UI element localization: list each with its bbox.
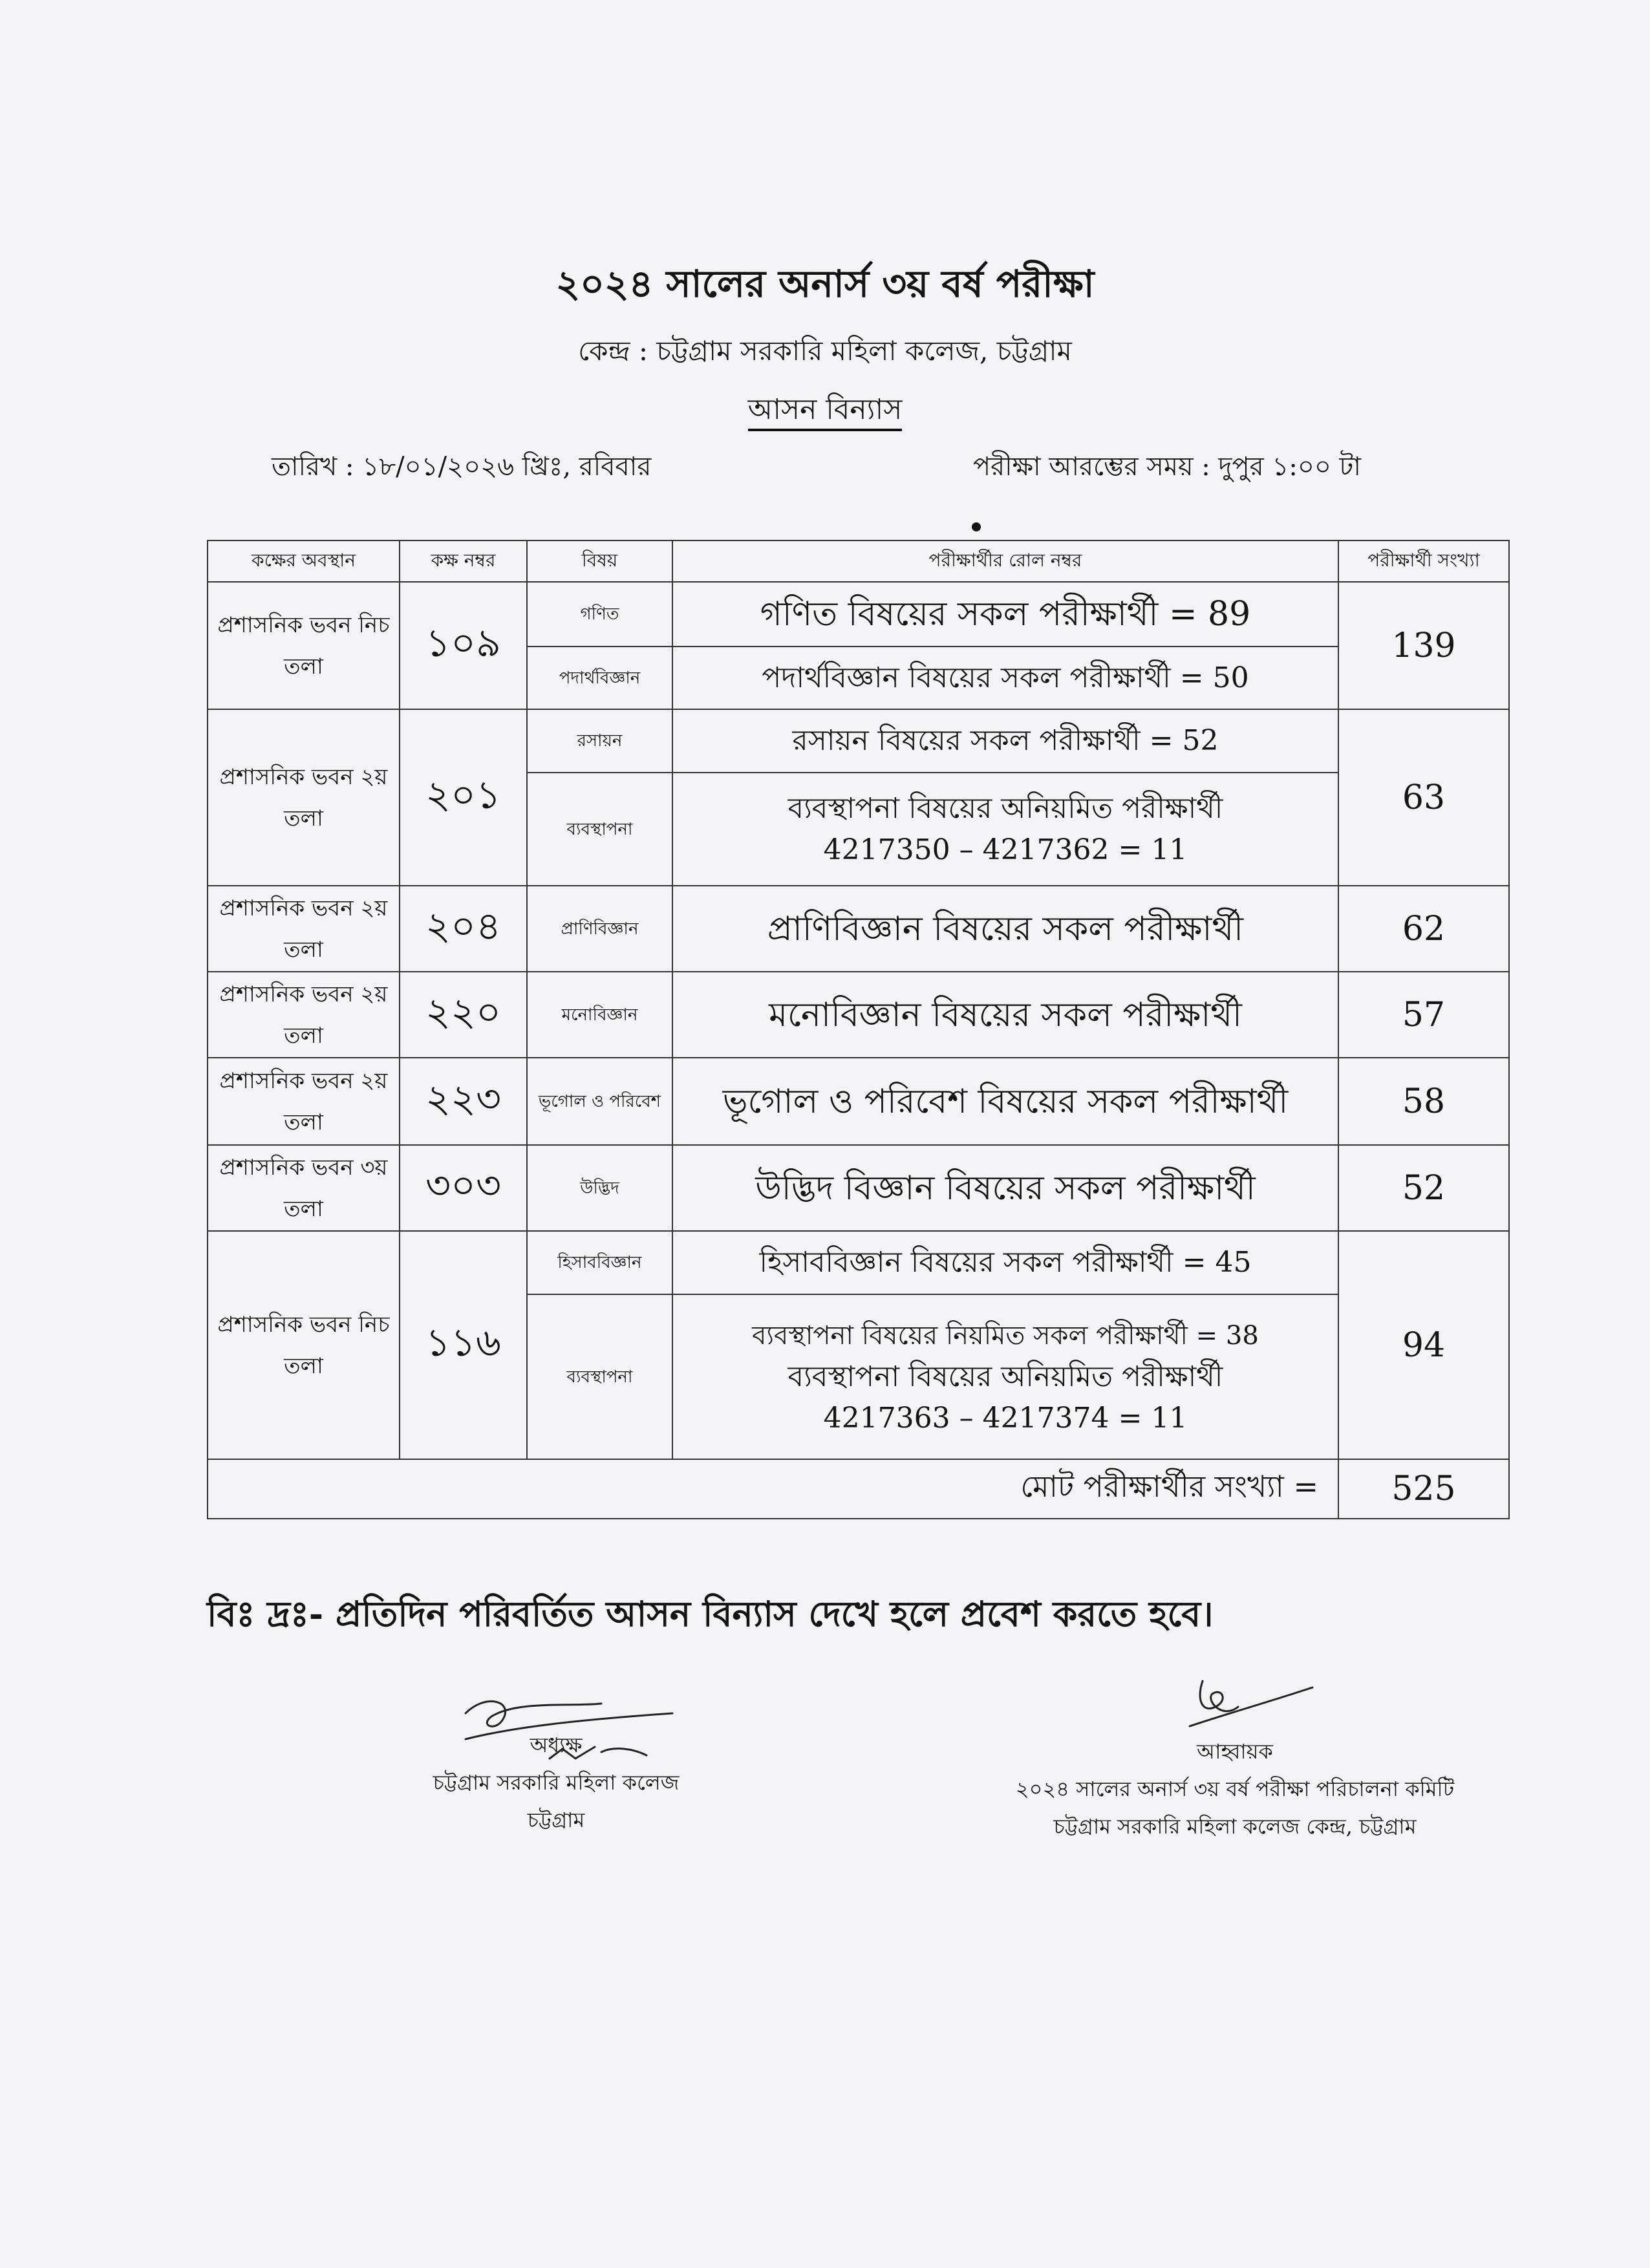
col-header-count: পরীক্ষার্থী সংখ্যা [1338,540,1509,582]
location-cell: প্রশাসনিক ভবন ২য় তলা [208,709,400,886]
seat-plan-heading [0,388,1650,435]
col-header-location: কক্ষের অবস্থান [208,540,400,582]
subject-cell: ব্যবস্থাপনা [527,773,672,886]
principal-sign-block [362,1726,750,1839]
location-cell: প্রশাসনিক ভবন নিচ তলা [208,1231,400,1459]
subject-cell: মনোবিজ্ঞান [527,972,672,1058]
count-cell: 62 [1338,886,1509,972]
table-row [208,1058,1509,1145]
room-cell: ১০৯ [400,582,527,709]
table-row [208,972,1509,1058]
room-cell: ৩০৩ [400,1145,527,1231]
location-cell: প্রশাসনিক ভবন নিচ তলা [208,582,400,709]
bullet-mark [972,522,981,531]
total-count: 525 [1338,1459,1509,1519]
subject-cell: হিসাববিজ্ঞান [527,1231,672,1294]
location-cell: প্রশাসনিক ভবন ২য় তলা [208,886,400,972]
location-cell: প্রশাসনিক ভবন ২য় তলা [208,1058,400,1145]
roll-cell: উদ্ভিদ বিজ্ঞান বিষয়ের সকল পরীক্ষার্থী [672,1145,1338,1231]
roll-cell: গণিত বিষয়ের সকল পরীক্ষার্থী = 89 [672,582,1338,647]
subject-cell: প্রাণিবিজ্ঞান [527,886,672,972]
exam-center: কেন্দ্র : চট্টগ্রাম সরকারি মহিলা কলেজ, চট্টগ্রাম [578,335,1072,367]
total-label: মোট পরীক্ষার্থীর সংখ্যা = [208,1459,1338,1519]
roll-line: ব্যবস্থাপনা বিষয়ের অনিয়মিত পরীক্ষার্থী [788,791,1223,825]
convener-center: চট্টগ্রাম সরকারি মহিলা কলেজ কেন্দ্র, চট্টগ্রাম [1053,1814,1417,1839]
roll-line: ব্যবস্থাপনা বিষয়ের নিয়মিত সকল পরীক্ষার্থী = 38 [752,1320,1259,1351]
count-cell: 63 [1338,709,1509,886]
seat-plan-heading-text: আসন বিন্যাস [748,393,903,431]
col-header-subject: বিষয় [527,540,672,582]
roll-range: 4217350 – 4217362 = 11 [823,833,1188,866]
roll-cell [672,773,1338,886]
subject-cell: রসায়ন [527,709,672,773]
count-cell: 94 [1338,1231,1509,1459]
location-cell: প্রশাসনিক ভবন ৩য় তলা [208,1145,400,1231]
roll-cell: পদার্থবিজ্ঞান বিষয়ের সকল পরীক্ষার্থী = 50 [672,647,1338,709]
principal-title: অধ্যক্ষ [530,1733,583,1757]
subject-cell: উদ্ভিদ [527,1145,672,1231]
convener-sign-block [944,1733,1526,1845]
table-header-row [208,540,1509,582]
roll-cell: হিসাববিজ্ঞান বিষয়ের সকল পরীক্ষার্থী = 45 [672,1231,1338,1294]
notice-text: বিঃ দ্রঃ- প্রতিদিন পরিবর্তিত আসন বিন্যাস দেখে হলে প্রবেশ করতে হবে। [207,1593,1214,1634]
room-cell: ২০১ [400,709,527,886]
table-row [208,1231,1509,1294]
table-row [208,582,1509,647]
roll-line: ব্যবস্থাপনা বিষয়ের অনিয়মিত পরীক্ষার্থী [788,1360,1223,1393]
table-row [208,886,1509,972]
count-cell: 139 [1338,582,1509,709]
exam-start-time: পরীক্ষা আরম্ভের সময় : দুপুর ১:০০ টা [973,452,1361,482]
principal-college: চট্টগ্রাম সরকারি মহিলা কলেজ [433,1770,680,1795]
roll-range: 4217363 – 4217374 = 11 [823,1401,1188,1435]
roll-cell: রসায়ন বিষয়ের সকল পরীক্ষার্থী = 52 [672,709,1338,773]
convener-committee: ২০২৪ সালের অনার্স ৩য় বর্ষ পরীক্ষা পরিচালনা কমিটি [1015,1777,1455,1801]
roll-cell: ভূগোল ও পরিবেশ বিষয়ের সকল পরীক্ষার্থী [672,1058,1338,1145]
table-row [208,709,1509,773]
roll-cell: প্রাণিবিজ্ঞান বিষয়ের সকল পরীক্ষার্থী [672,886,1338,972]
count-cell: 57 [1338,972,1509,1058]
principal-city: চট্টগ্রাম [527,1808,585,1832]
seat-plan-table [207,540,1510,1519]
col-header-room: কক্ষ নম্বর [400,540,527,582]
col-header-roll: পরীক্ষার্থীর রোল নম্বর [672,540,1338,582]
exam-date: তারিখ : ১৮/০১/২০২৬ খ্রিঃ, রবিবার [272,452,652,482]
room-cell: ১১৬ [400,1231,527,1459]
exam-title: ২০২৪ সালের অনার্স ৩য় বর্ষ পরীক্ষা [555,262,1095,306]
subject-cell: ব্যবস্থাপনা [527,1294,672,1459]
room-cell: ২২৩ [400,1058,527,1145]
count-cell: 52 [1338,1145,1509,1231]
location-cell: প্রশাসনিক ভবন ২য় তলা [208,972,400,1058]
convener-title: আহ্বায়ক [1197,1739,1273,1764]
total-row [208,1459,1509,1519]
roll-cell: মনোবিজ্ঞান বিষয়ের সকল পরীক্ষার্থী [672,972,1338,1058]
subject-cell: গণিত [527,582,672,647]
room-cell: ২২০ [400,972,527,1058]
subject-cell: ভূগোল ও পরিবেশ [527,1058,672,1145]
room-cell: ২০৪ [400,886,527,972]
table-row [208,1145,1509,1231]
subject-cell: পদার্থবিজ্ঞান [527,647,672,709]
count-cell: 58 [1338,1058,1509,1145]
roll-cell [672,1294,1338,1459]
